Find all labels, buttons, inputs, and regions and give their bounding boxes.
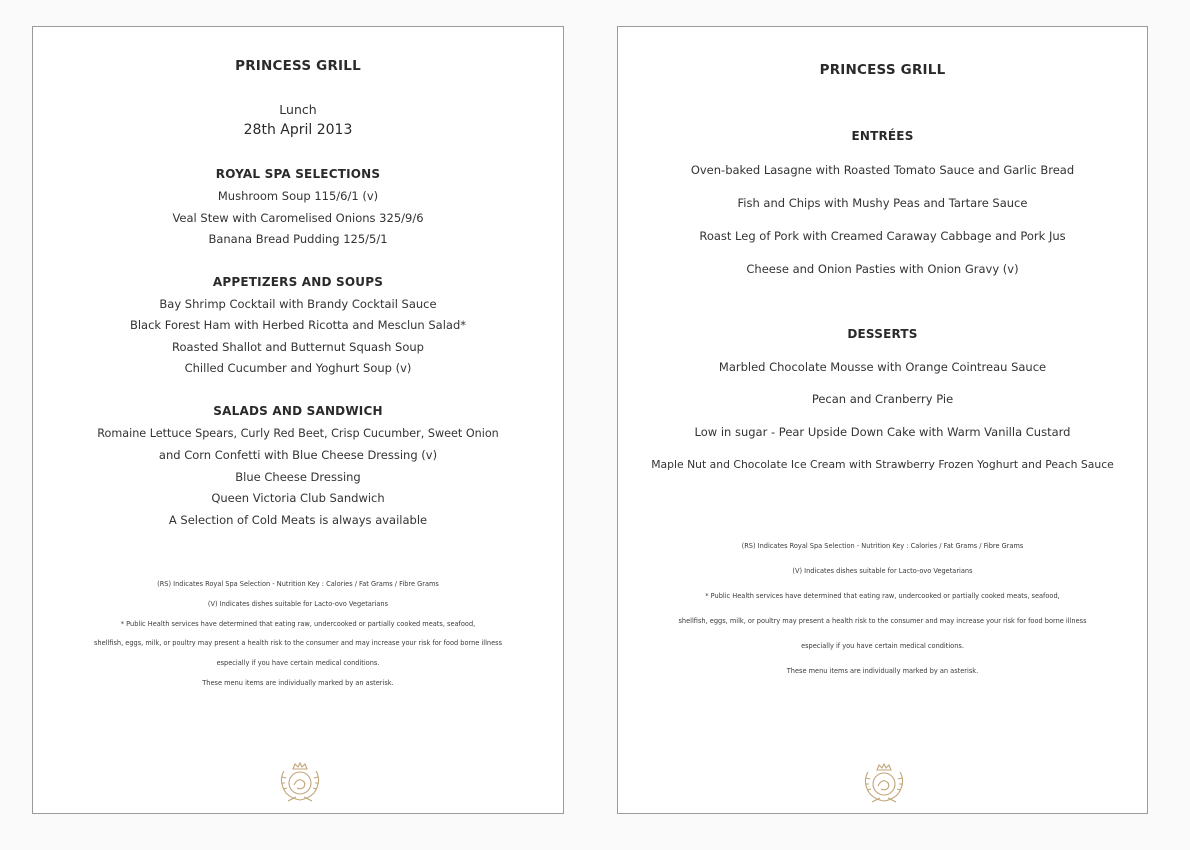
footnote: (RS) Indicates Royal Spa Selection - Nutrition Key : Calories / Fat Grams / Fibre Grams [741, 542, 1024, 550]
menu-item: Pecan and Cranberry Pie [811, 392, 954, 406]
menu-item: Mushroom Soup 115/6/1 (v) [217, 189, 379, 203]
section-heading-appetizers: APPETIZERS AND SOUPS [212, 275, 384, 289]
menu-item: Banana Bread Pudding 125/5/1 [208, 232, 388, 246]
footnote: * Public Health services have determined that eating raw, undercooked or partially cooked meats, seafood, [120, 620, 476, 628]
menu-item: Romaine Lettuce Spears, Curly Red Beet, Crisp Cucumber, Sweet Onion [97, 427, 499, 440]
menu-item: Roast Leg of Pork with Creamed Caraway Cabbage and Pork Jus [699, 229, 1066, 243]
menu-item: A Selection of Cold Meats is always available [168, 513, 428, 527]
footnote: (V) Indicates dishes suitable for Lacto-ovo Vegetarians [792, 567, 973, 575]
meal-name: Lunch [279, 102, 317, 117]
menu-item: Fish and Chips with Mushy Peas and Tartare Sauce [737, 196, 1028, 210]
footnote: especially if you have certain medical conditions. [801, 642, 964, 650]
footnote: shellfish, eggs, milk, or poultry may present a health risk to the consumer and may increase your risk for food borne illness [93, 639, 503, 647]
footnote: * Public Health services have determined that eating raw, undercooked or partially cooked meats, seafood, [705, 592, 1060, 600]
footnote: These menu items are individually marked by an asterisk. [202, 679, 394, 687]
menu-page-left [32, 26, 564, 814]
footnote: especially if you have certain medical conditions. [216, 659, 380, 667]
menu-page-right [617, 26, 1148, 814]
footnote: shellfish, eggs, milk, or poultry may present a health risk to the consumer and may increase your risk for food borne illness [678, 617, 1087, 625]
menu-item: Maple Nut and Chocolate Ice Cream with Strawberry Frozen Yoghurt and Peach Sauce [651, 458, 1114, 471]
menu-item: Low in sugar - Pear Upside Down Cake with Warm Vanilla Custard [694, 425, 1071, 439]
menu-date: 28th April 2013 [243, 122, 353, 138]
footnote: (RS) Indicates Royal Spa Selection - Nutrition Key : Calories / Fat Grams / Fibre Grams [157, 580, 439, 588]
footnote: (V) Indicates dishes suitable for Lacto-ovo Vegetarians [207, 600, 389, 608]
menu-item: Cheese and Onion Pasties with Onion Gravy (v) [746, 262, 1019, 276]
menu-item: Marbled Chocolate Mousse with Orange Cointreau Sauce [718, 360, 1047, 374]
section-heading-desserts: DESSERTS [847, 327, 918, 341]
footnote: These menu items are individually marked by an asterisk. [786, 667, 979, 675]
page-title: PRINCESS GRILL [819, 62, 946, 78]
section-heading-salads: SALADS AND SANDWICH [213, 404, 383, 418]
menu-item: Queen Victoria Club Sandwich [211, 491, 385, 505]
menu-item: Black Forest Ham with Herbed Ricotta and Mesclun Salad* [129, 318, 467, 332]
menu-item: Bay Shrimp Cocktail with Brandy Cocktail Sauce [159, 297, 437, 311]
cunard-crest-icon [274, 757, 326, 803]
menu-item: Blue Cheese Dressing [235, 470, 361, 484]
cunard-crest-icon [858, 758, 910, 804]
page-title: PRINCESS GRILL [235, 58, 361, 74]
section-heading-entrees: ENTRÉES [851, 129, 914, 143]
menu-item: Veal Stew with Caromelised Onions 325/9/6 [172, 211, 424, 225]
menu-item: Roasted Shallot and Butternut Squash Soup [172, 340, 424, 354]
menu-item: Chilled Cucumber and Yoghurt Soup (v) [184, 361, 412, 375]
menu-item: and Corn Confetti with Blue Cheese Dressing (v) [158, 448, 438, 462]
menu-item: Oven-baked Lasagne with Roasted Tomato Sauce and Garlic Bread [690, 163, 1075, 177]
section-heading-royal-spa: ROYAL SPA SELECTIONS [215, 167, 381, 181]
